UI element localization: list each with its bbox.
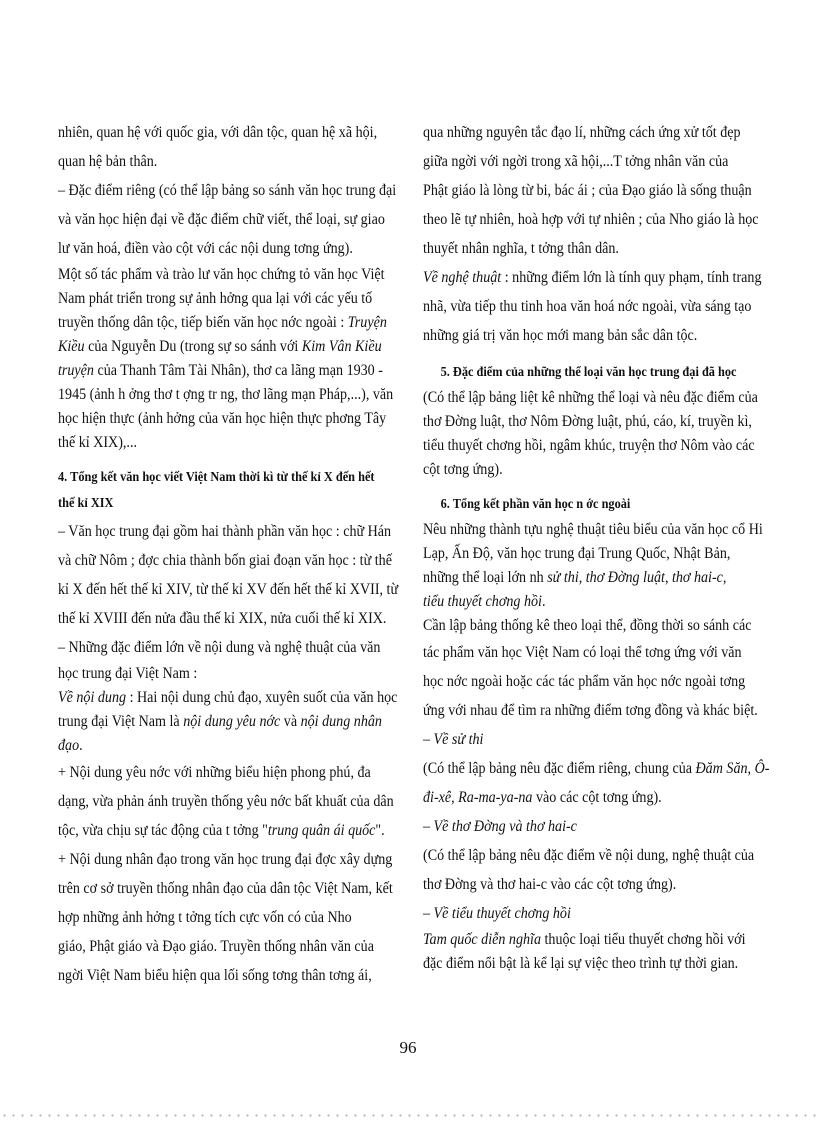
text-line: + Nội dung yêu nớc với những biểu hiện phong phú, đa bbox=[58, 764, 371, 781]
left-column bbox=[58, 118, 398, 990]
text-run: ". bbox=[375, 822, 385, 839]
text-line: theo lẽ tự nhiên, hoà hợp với tự nhiên ; của Nho giáo là học bbox=[423, 211, 759, 228]
text-run: . bbox=[79, 737, 83, 754]
text-line: và chữ Nôm ; đợc chia thành bốn giai đoạn văn học : từ thế bbox=[58, 552, 392, 569]
text-line: và văn học hiện đại về đặc điểm chữ viết, thể loại, sự giao bbox=[58, 211, 385, 228]
italic-text: nội dung yêu nớc bbox=[183, 713, 281, 730]
text-line: qua những nguyên tắc đạo lí, những cách ứng xử tốt đẹp bbox=[423, 124, 741, 141]
text-line: – Văn học trung đại gồm hai thành phần văn học : chữ Hán bbox=[58, 523, 392, 540]
text-line: Lạp, Ấn Độ, văn học trung đại Trung Quốc, Nhật Bản, bbox=[423, 545, 731, 562]
text-line bbox=[423, 928, 769, 952]
text-line bbox=[58, 686, 398, 710]
text-line: thơ Đờng luật, thơ Nôm Đờng luật, phú, cáo, kí, truyền kì, bbox=[423, 413, 752, 430]
spacer bbox=[423, 350, 769, 360]
text-line: (Có thể lập bảng nêu đặc điểm về nội dung, nghệ thuật của bbox=[423, 847, 755, 864]
text-line: tiểu thuyết chơng hồi, ngâm khúc, truyện thơ Nôm vào các bbox=[423, 437, 755, 454]
text-run: của Nguyễn Du (trong sự so sánh với bbox=[84, 338, 302, 355]
text-run: trung đại Việt Nam là bbox=[58, 713, 184, 730]
text-line: dạng, vừa phản ánh truyền thống yêu nớc bất khuất của dân bbox=[58, 793, 394, 810]
text-line: học nớc ngoài hoặc các tác phẩm văn học nớc ngoài tơng bbox=[423, 673, 746, 690]
text-line: ngời Việt Nam biểu hiện qua lối sống tơng thân tơng ái, bbox=[58, 967, 372, 984]
text-line bbox=[423, 590, 769, 614]
text-run: và bbox=[280, 713, 301, 730]
section-heading-6: 6. Tổng kết phần văn học n ớc ngoài bbox=[440, 497, 631, 512]
text-line: lư văn hoá, điền vào cột với các nội dung tơng ứng). bbox=[58, 240, 353, 257]
text-line: giữa ngời với ngời trong xã hội,...T tởng nhân văn của bbox=[423, 153, 729, 170]
text-line bbox=[423, 899, 769, 928]
text-line: tác phẩm văn học Việt Nam có loại thể tơng ứng với văn bbox=[423, 644, 742, 661]
text-run: của Thanh Tâm Tài Nhân), thơ ca lãng mạn 1930 - bbox=[93, 362, 383, 379]
text-line bbox=[58, 734, 398, 758]
italic-text: Kiều bbox=[58, 338, 85, 355]
text-line bbox=[423, 754, 769, 783]
text-run: tộc, vừa chịu sự tác động của t tởng " bbox=[58, 822, 268, 839]
section-heading-4-cont: thế kỉ XIX bbox=[58, 496, 114, 511]
italic-text: Đăm Săn, Ô- bbox=[695, 760, 770, 777]
text-line: + Nội dung nhân đạo trong văn học trung đại đợc xây dựng bbox=[58, 851, 393, 868]
text-line: Nêu những thành tựu nghệ thuật tiêu biểu của văn học cổ Hi bbox=[423, 521, 763, 538]
text-line: những giá trị văn học mới mang bản sắc dân tộc. bbox=[423, 327, 698, 344]
text-line: học trung đại Việt Nam : bbox=[58, 665, 198, 682]
italic-text: Truyện bbox=[347, 314, 387, 331]
text-line: kỉ X đến hết thế kỉ XIV, từ thế kỉ XV đến hết thế kỉ XVII, từ bbox=[58, 581, 399, 598]
text-line: Phật giáo là lòng từ bi, bác ái ; của Đạo giáo là sống thuận bbox=[423, 182, 752, 199]
text-line: thế kỉ XIX),... bbox=[58, 434, 137, 451]
text-line bbox=[58, 359, 398, 383]
text-line: – Những đặc điểm lớn về nội dung và nghệ thuật của văn bbox=[58, 639, 381, 656]
text-line bbox=[423, 566, 769, 590]
text-line: thuyết nhân nghĩa, t tởng thân dân. bbox=[423, 240, 619, 257]
italic-text: Kim Vân Kiều bbox=[301, 338, 382, 355]
text-line: Nam phát triển trong sự ảnh hởng qua lại với các yếu tố bbox=[58, 290, 373, 307]
text-line: thơ Đờng và thơ hai-c vào các cột tơng ứng). bbox=[423, 876, 677, 893]
text-run: . bbox=[541, 593, 546, 610]
text-line: 1945 (ảnh h ởng thơ t ợng tr ng, thơ lãng mạn Pháp,...), văn bbox=[58, 386, 394, 403]
text-line bbox=[423, 812, 769, 841]
italic-text: tiểu thuyết chơng hồi bbox=[423, 593, 542, 610]
text-line bbox=[423, 263, 769, 292]
text-run: – bbox=[423, 818, 434, 835]
text-line bbox=[423, 725, 769, 754]
text-line: ứng với nhau để tìm ra những điểm tơng đồng và khác biệt. bbox=[423, 702, 758, 719]
text-line: nhã, vừa tiếp thu tinh hoa văn hoá nớc ngoài, vừa sáng tạo bbox=[423, 298, 752, 315]
italic-label: Về tiểu thuyết chơng hồi bbox=[433, 905, 571, 922]
text-run: vào các cột tơng ứng). bbox=[532, 789, 662, 806]
italic-text: trung quân ái quốc bbox=[267, 822, 376, 839]
italic-text: nội dung nhân bbox=[300, 713, 382, 730]
text-line bbox=[58, 710, 398, 734]
scan-edge-dots bbox=[0, 1114, 816, 1117]
text-line bbox=[58, 335, 398, 359]
text-line: (Có thể lập bảng liệt kê những thể loại và nêu đặc điểm của bbox=[423, 389, 758, 406]
text-line bbox=[58, 816, 398, 845]
italic-label: Về nghệ thuật bbox=[423, 269, 502, 286]
italic-text: Tam quốc diễn nghĩa bbox=[423, 931, 541, 948]
text-run: : Hai nội dung chủ đạo, xuyên suốt của văn học bbox=[126, 689, 398, 706]
spacer bbox=[58, 455, 398, 465]
italic-text: sử thi, thơ Đờng luật, thơ hai-c, bbox=[547, 569, 727, 586]
text-run: – bbox=[423, 731, 434, 748]
italic-text: truyện bbox=[58, 362, 94, 379]
text-run: (Có thể lập bảng nêu đặc điểm riêng, chung của bbox=[423, 760, 696, 777]
text-run: : những điểm lớn là tính quy phạm, tính trang bbox=[501, 269, 762, 286]
italic-label: Về sử thi bbox=[433, 731, 484, 748]
italic-label: Về nội dung bbox=[58, 689, 127, 706]
text-line bbox=[423, 783, 769, 812]
text-line: nhiên, quan hệ với quốc gia, với dân tộc, quan hệ xã hội, bbox=[58, 124, 378, 141]
text-run: – bbox=[423, 905, 434, 922]
spacer bbox=[423, 482, 769, 492]
italic-label: Về thơ Đờng và thơ hai-c bbox=[433, 818, 577, 835]
text-run: truyền thống dân tộc, tiếp biến văn học nớc ngoài : bbox=[58, 314, 348, 331]
text-line: học hiện thực (ảnh hởng của văn học hiện thực phơng Tây bbox=[58, 410, 387, 427]
italic-text: đi-xê, Ra-ma-ya-na bbox=[423, 789, 533, 806]
italic-text: đạo bbox=[58, 737, 80, 754]
text-line: hợp những ảnh hởng t tởng tích cực vốn có của Nho bbox=[58, 909, 352, 926]
text-line: giáo, Phật giáo và Đạo giáo. Truyền thống nhân văn của bbox=[58, 938, 374, 955]
page-number: 96 bbox=[399, 1038, 417, 1057]
text-line: Cần lập bảng thống kê theo loại thể, đồng thời so sánh các bbox=[423, 617, 752, 634]
section-heading-4: 4. Tổng kết văn học viết Việt Nam thời kì từ thế kỉ X đến hết bbox=[58, 470, 375, 485]
text-run: thuộc loại tiểu thuyết chơng hồi với bbox=[540, 931, 746, 948]
text-line: trên cơ sở truyền thống nhân đạo của dân tộc Việt Nam, kết bbox=[58, 880, 393, 897]
section-heading-5: 5. Đặc điểm của những thể loại văn học trung đại đã học bbox=[440, 365, 737, 380]
text-line: – Đặc điểm riêng (có thể lập bảng so sánh văn học trung đại bbox=[58, 182, 397, 199]
text-line: quan hệ bản thân. bbox=[58, 153, 158, 170]
text-line: cột tơng ứng). bbox=[423, 461, 503, 478]
text-line bbox=[58, 311, 398, 335]
text-line: Một số tác phẩm và trào lư văn học chứng tỏ văn học Việt bbox=[58, 266, 385, 283]
text-line: đặc điểm nổi bật là kể lại sự việc theo trình tự thời gian. bbox=[423, 955, 739, 972]
text-line: thế kỉ XVIII đến nửa đầu thế kỉ XIX, nửa cuối thế kỉ XIX. bbox=[58, 610, 387, 627]
right-column bbox=[423, 118, 769, 976]
text-run: những thể loại lớn nh bbox=[423, 569, 548, 586]
